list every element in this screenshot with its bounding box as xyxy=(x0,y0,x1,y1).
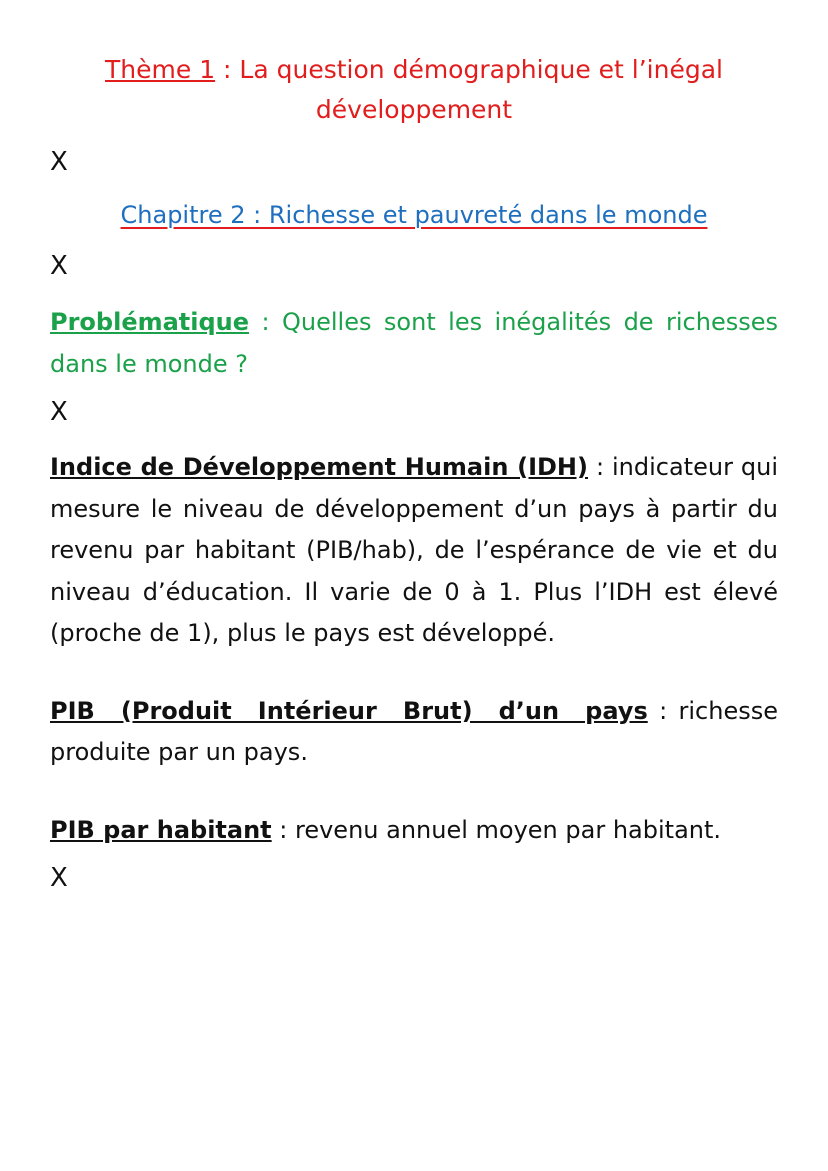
definition-term: PIB (Produit Intérieur Brut) d’un pays xyxy=(50,696,648,725)
definition-text: : richesse produite par un pays. xyxy=(50,696,779,766)
problematique-term: Problématique xyxy=(50,308,250,336)
definition-term: Indice de Développement Humain (IDH) xyxy=(50,453,588,481)
chapter-heading xyxy=(50,197,778,233)
chapter-title: Chapitre 2 : Richesse et pauvreté dans le monde xyxy=(120,201,708,229)
theme-label: Thème 1 xyxy=(105,55,216,84)
problematique-question: : Quelles sont les inégalités de richesses dans le monde ? xyxy=(50,308,778,378)
theme-heading xyxy=(50,50,778,130)
separator-x: X xyxy=(50,397,68,427)
definition-term: PIB par habitant xyxy=(50,815,272,844)
definition-text: : revenu annuel moyen par habitant. xyxy=(271,815,722,844)
problematique-paragraph xyxy=(50,301,778,385)
theme-title: : La question démographique et l’inégal développement xyxy=(215,55,723,124)
separator-x: X xyxy=(50,251,68,281)
separator-x: X xyxy=(50,147,68,177)
definition-pib xyxy=(50,691,778,774)
separator-x: X xyxy=(50,863,68,893)
document-page xyxy=(50,50,778,893)
definition-text: : indicateur qui mesure le niveau de développement d’un pays à partir du revenu par habitant (PIB/hab), de l’espérance de vie et du niveau d’éducation. Il varie de 0 à 1. Plus l’IDH est élevé (proche de 1), plus le pays est développé. xyxy=(50,453,779,647)
definition-idh xyxy=(50,447,778,655)
definition-pib-par-habitant xyxy=(50,810,778,852)
